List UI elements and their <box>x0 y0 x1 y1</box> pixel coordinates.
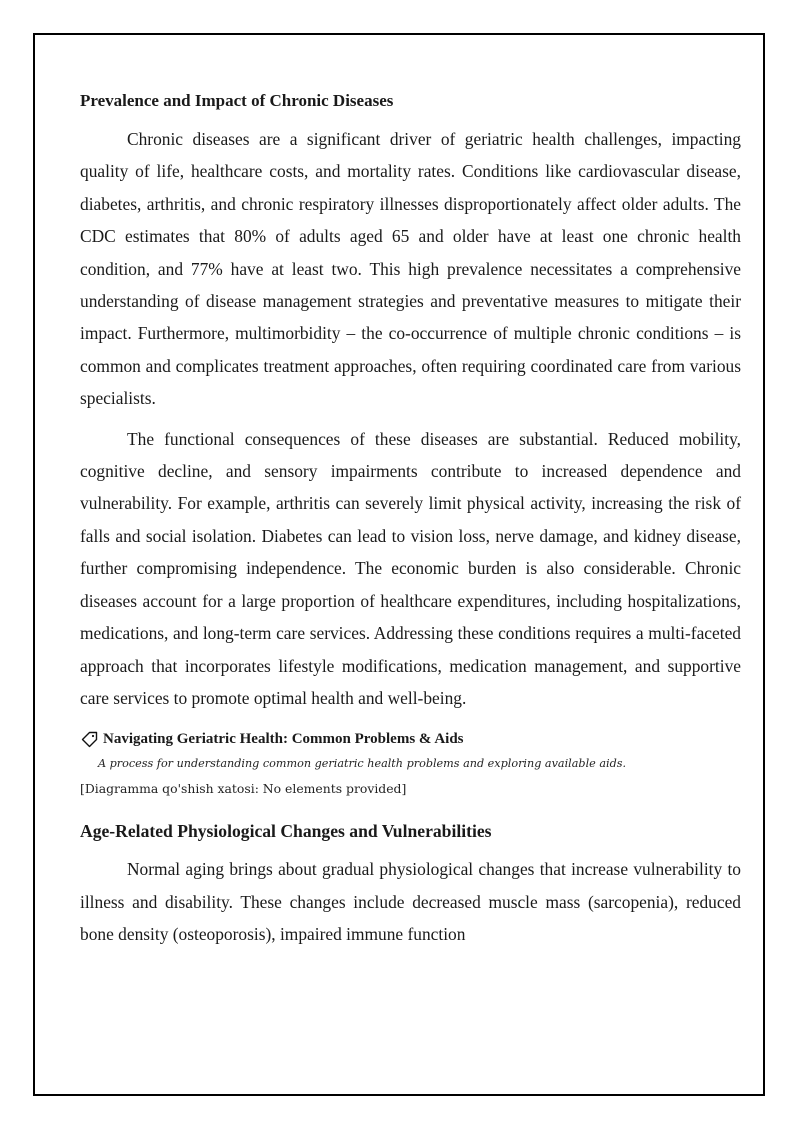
diagram-title: Navigating Geriatric Health: Common Problems & Aids <box>103 731 464 748</box>
body-paragraph: The functional consequences of these diseases are substantial. Reduced mobility, cognitive decline, and sensory impairments contribute to increased dependence and vulnerability. For example, arthritis can severely limit physical activity, increasing the risk of falls and social isolation. Diabetes can lead to vision loss, nerve damage, and kidney disease, further compromising independence. The economic burden is also considerable. Chronic diseases account for a large proportion of healthcare expenditures, including hospitalizations, medications, and long-term care services. Addressing these conditions requires a multi-faceted approach that incorporates lifestyle modifications, medication management, and supportive care services to promote optimal health and well-being. <box>80 428 741 708</box>
body-paragraph: Chronic diseases are a significant driver of geriatric health challenges, impacting quality of life, healthcare costs, and mortality rates. Conditions like cardiovascular disease, diabetes, arthritis, and chronic respiratory illnesses disproportionately affect older adults. The CDC estimates that 80% of adults aged 65 and older have at least one chronic health condition, and 77% have at least two. This high prevalence necessitates a comprehensive understanding of disease management strategies and preventative measures to mitigate their impact. Furthermore, multimorbidity – the co-occurrence of multiple chronic conditions – is common and complicates treatment approaches, often requiring coordinated care from various specialists. <box>80 129 741 409</box>
body-paragraph: Normal aging brings about gradual physiological changes that increase vulnerability to illness and disability. These changes include decreased muscle mass (sarcopenia), reduced bone density (osteoporosis), impaired immune function <box>80 859 741 945</box>
tag-icon <box>81 731 98 748</box>
diagram-error-message: [Diagramma qo'shish xatosi: No elements provided] <box>80 781 407 797</box>
section-heading: Prevalence and Impact of Chronic Diseases <box>80 91 394 110</box>
section-heading: Age-Related Physiological Changes and Vulnerabilities <box>80 821 492 842</box>
diagram-title-row <box>80 728 741 750</box>
diagram-placeholder <box>80 728 741 798</box>
document-body <box>80 88 741 959</box>
diagram-subtitle: A process for understanding common geriatric health problems and exploring available aids. <box>98 757 627 771</box>
